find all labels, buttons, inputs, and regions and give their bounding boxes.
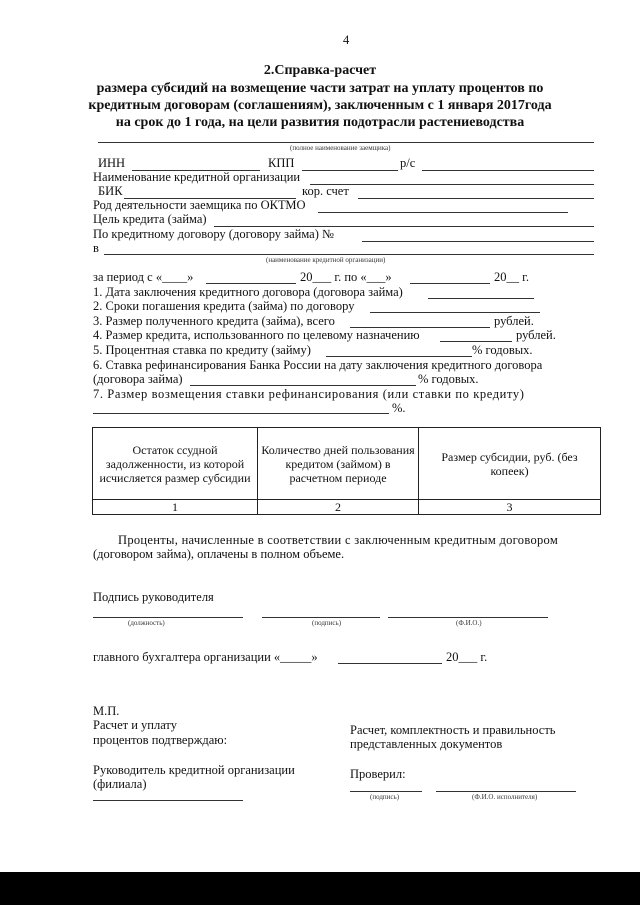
item-6-cont: (договора займа) <box>93 372 183 386</box>
item-7: 7. Размер возмещения ставки рефинансирования (или ставки по кредиту) <box>93 387 525 401</box>
signature-head: Подпись руководителя <box>93 590 214 604</box>
table-header-balance: Остаток ссудной задолженности, из которой исчисляется размер субсидии <box>93 428 258 500</box>
table-header-subsidy: Размер субсидии, руб. (без копеек) <box>419 428 601 500</box>
contract-label: По кредитному договору (договору займа) № <box>93 227 334 241</box>
doc-title: 2.Справка-расчет <box>263 63 377 78</box>
signature-field[interactable] <box>262 617 380 618</box>
inn-label: ИНН <box>98 156 126 170</box>
bik-label: БИК <box>98 184 123 198</box>
chief-date-field[interactable] <box>338 663 442 664</box>
borrower-hint: (полное наименование заемщика) <box>290 144 391 152</box>
item-2: 2. Сроки погашения кредита (займа) по договору <box>93 299 355 313</box>
item-3: 3. Размер полученного кредита (займа), всего <box>93 314 335 328</box>
page-number: 4 <box>343 33 350 47</box>
in-label: в <box>93 241 99 255</box>
chief-accountant: главного бухгалтера организации «_____» <box>93 650 318 664</box>
right-line-2: представленных документов <box>350 737 503 751</box>
borrower-line[interactable] <box>98 142 594 143</box>
bank-name-label: Наименование кредитной организации <box>93 170 301 184</box>
item-4-unit: рублей. <box>516 328 556 342</box>
item-5: 5. Процентная ставка по кредиту (займу) <box>93 343 311 357</box>
item-1-field[interactable] <box>428 298 534 299</box>
purpose-label: Цель кредита (займа) <box>93 212 207 226</box>
bank-hint: (наименование кредитной организации) <box>266 256 386 264</box>
activity-label: Род деятельности заемщика по ОКТМО <box>93 198 306 212</box>
chief-year: 20___ г. <box>446 650 488 664</box>
item-1: 1. Дата заключения кредитного договора (договора займа) <box>93 285 403 299</box>
kor-label: кор. счет <box>302 184 349 198</box>
item-6-field[interactable] <box>190 385 416 386</box>
check-signature-field[interactable] <box>350 791 422 792</box>
fio-field[interactable] <box>388 617 548 618</box>
table-col-number: 2 <box>258 500 419 515</box>
left-line-3: Руководитель кредитной организации <box>93 763 295 777</box>
left-line-1: Расчет и уплату <box>93 718 177 732</box>
right-line-1: Расчет, комплектность и правильность <box>350 723 556 737</box>
activity-field[interactable] <box>318 212 568 213</box>
paid-text: Проценты, начисленные в соответствии с заключенным кредитным договором <box>118 533 559 547</box>
item-3-unit: рублей. <box>494 314 534 328</box>
period-from: за период с «____» <box>93 270 194 284</box>
doc-title-line4: на срок до 1 года, на цели развития подотрасли растениеводства <box>115 115 525 130</box>
signature-hint: (подпись) <box>312 619 342 627</box>
item-4-field[interactable] <box>440 341 512 342</box>
fio-hint: (Ф.И.О.) <box>456 619 482 627</box>
check-fio-hint: (Ф.И.О. исполнителя) <box>472 793 538 801</box>
left-line-2: процентов подтверждаю: <box>93 733 228 747</box>
kor-field[interactable] <box>358 198 594 199</box>
kpp-label: КПП <box>268 156 295 170</box>
table-col-number: 3 <box>419 500 601 515</box>
period-from-field[interactable] <box>206 283 296 284</box>
bank-name-field[interactable] <box>310 184 594 185</box>
left-line-4: (филиала) <box>93 777 147 791</box>
doc-title-line2: размера субсидий на возмещение части затрат на уплату процентов по <box>96 81 544 96</box>
position-hint: (должность) <box>128 619 165 627</box>
period-year2: 20__ г. <box>494 270 529 284</box>
table-col-number: 1 <box>93 500 258 515</box>
table-header-days: Количество дней пользования кредитом (займом) в расчетном периоде <box>258 428 419 500</box>
check-fio-field[interactable] <box>436 791 576 792</box>
item-7-unit: %. <box>392 401 406 415</box>
right-line-3: Проверил: <box>350 767 406 781</box>
rs-label: р/с <box>400 156 416 170</box>
item-6-unit: % годовых. <box>418 372 479 386</box>
bank-field[interactable] <box>104 254 594 255</box>
position-field[interactable] <box>93 617 243 618</box>
item-2-field[interactable] <box>370 312 540 313</box>
item-5-field[interactable] <box>326 356 472 357</box>
rs-field[interactable] <box>422 170 594 171</box>
contract-field[interactable] <box>362 241 594 242</box>
item-5-unit: % годовых. <box>472 343 533 357</box>
check-sign-hint: (подпись) <box>370 793 400 801</box>
item-7-field[interactable] <box>93 413 389 414</box>
mp-stamp: М.П. <box>93 704 120 718</box>
item-4: 4. Размер кредита, использованного по целевому назначению <box>93 328 420 342</box>
item-6: 6. Ставка рефинансирования Банка России на дату заключения кредитного договора <box>93 358 543 372</box>
period-year1: 20___ г. по «___» <box>300 270 392 284</box>
kpp-field[interactable] <box>302 170 398 171</box>
doc-title-line3: кредитным договорам (соглашениям), заключенным с 1 января 2017года <box>88 98 552 113</box>
scan-border <box>0 872 640 905</box>
period-to-field[interactable] <box>410 283 490 284</box>
left-signature-field[interactable] <box>93 800 243 801</box>
subsidy-table <box>92 427 601 515</box>
paid-text-cont: (договором займа), оплачены в полном объеме. <box>93 547 345 561</box>
